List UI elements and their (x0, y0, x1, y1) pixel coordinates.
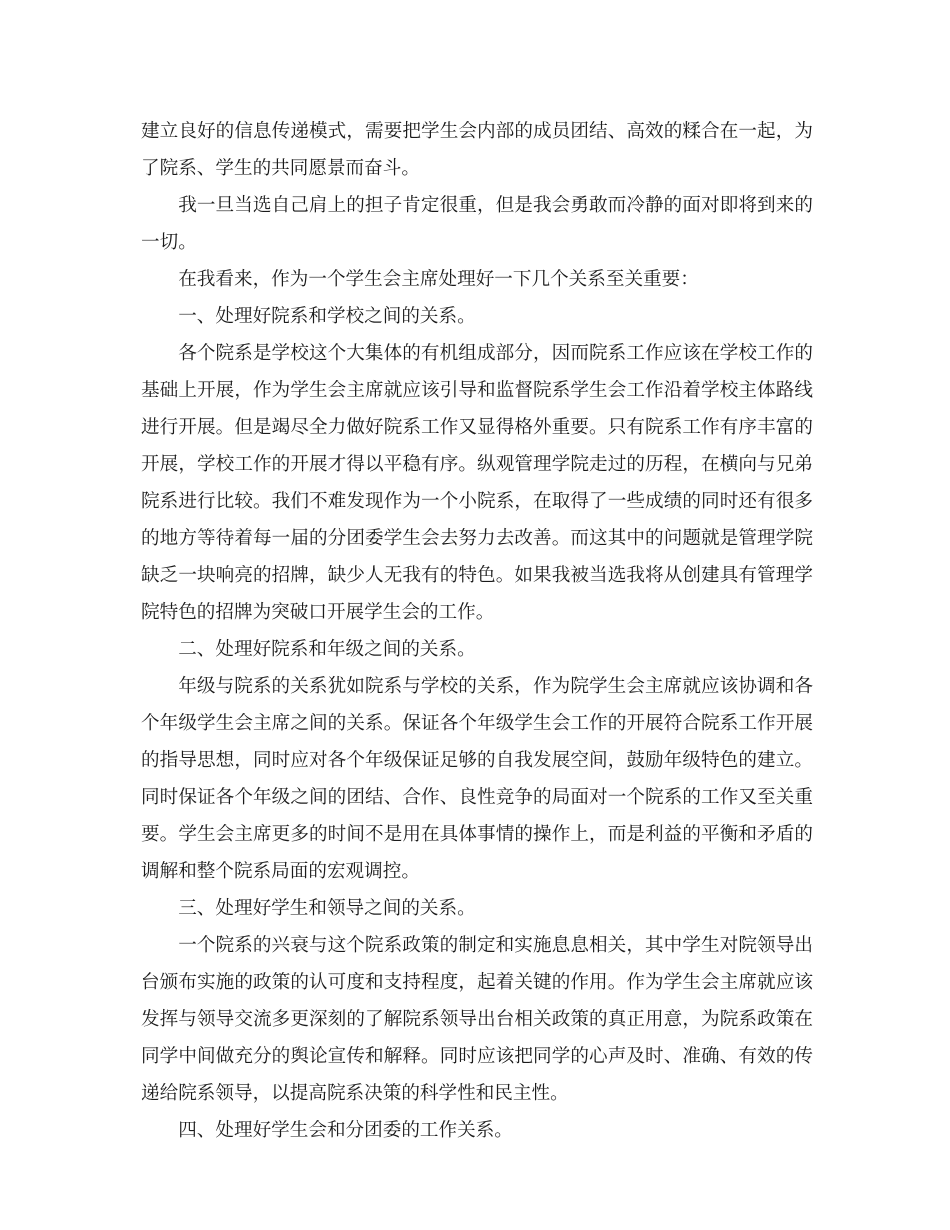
paragraph-intro: 在我看来，作为一个学生会主席处理好一下几个关系至关重要： (178, 269, 699, 290)
paragraph-section-2: 年级与院系的关系犹如院系与学校的关系，作为院学生会主席就应该协调和各个年级学生会主席之间的关系。保证各个年级学生会工作的开展符合院系工作开展的指导思想，同时应对各个年级保证足够的自我发展空间，鼓励年级特色的建立。同时保证各个年级之间的团结、合作、良性竞争的局面对一个院系的工作又至关重要。学生会主席更多的时间不是用在具体事情的操作上，而是利益的平衡和矛盾的调解和整个院系局面的宏观调控。 (141, 676, 813, 882)
paragraph-continuation: 建立良好的信息传递模式，需要把学生会内部的成员团结、高效的糅合在一起，为了院系、学生的共同愿景而奋斗。 (141, 121, 813, 179)
paragraph-commitment: 我一旦当选自己肩上的担子肯定很重，但是我会勇敢而冷静的面对即将到来的一切。 (141, 195, 813, 253)
section-heading-4: 四、处理好学生会和分团委的工作关系。 (178, 1120, 513, 1141)
section-heading-2: 二、处理好院系和年级之间的关系。 (178, 639, 476, 660)
paragraph-section-1: 各个院系是学校这个大集体的有机组成部分，因而院系工作应该在学校工作的基础上开展，作为学生会主席就应该引导和监督院系学生会工作沿着学校主体路线进行开展。但是竭尽全力做好院系工作又显得格外重要。只有院系工作有序丰富的开展，学校工作的开展才得以平稳有序。纵观管理学院走过的历程，在横向与兄弟院系进行比较。我们不难发现作为一个小院系，在取得了一些成绩的同时还有很多的地方等待着每一届的分团委学生会去努力去改善。而这其中的问题就是管理学院缺乏一块响亮的招牌，缺少人无我有的特色。如果我被当选我将从创建具有管理学院特色的招牌为突破口开展学生会的工作。 (141, 343, 813, 623)
paragraph-section-3: 一个院系的兴衰与这个院系政策的制定和实施息息相关，其中学生对院领导出台颁布实施的政策的认可度和支持程度，起着关键的作用。作为学生会主席就应该发挥与领导交流多更深刻的了解院系领导出台相关政策的真正用意，为院系政策在同学中间做充分的舆论宣传和解释。同时应该把同学的心声及时、准确、有效的传递给院系领导，以提高院系决策的科学性和民主性。 (141, 935, 813, 1104)
document-body (141, 113, 813, 1149)
section-heading-3: 三、处理好学生和领导之间的关系。 (178, 898, 476, 919)
section-heading-1: 一、处理好院系和学校之间的关系。 (178, 306, 476, 327)
